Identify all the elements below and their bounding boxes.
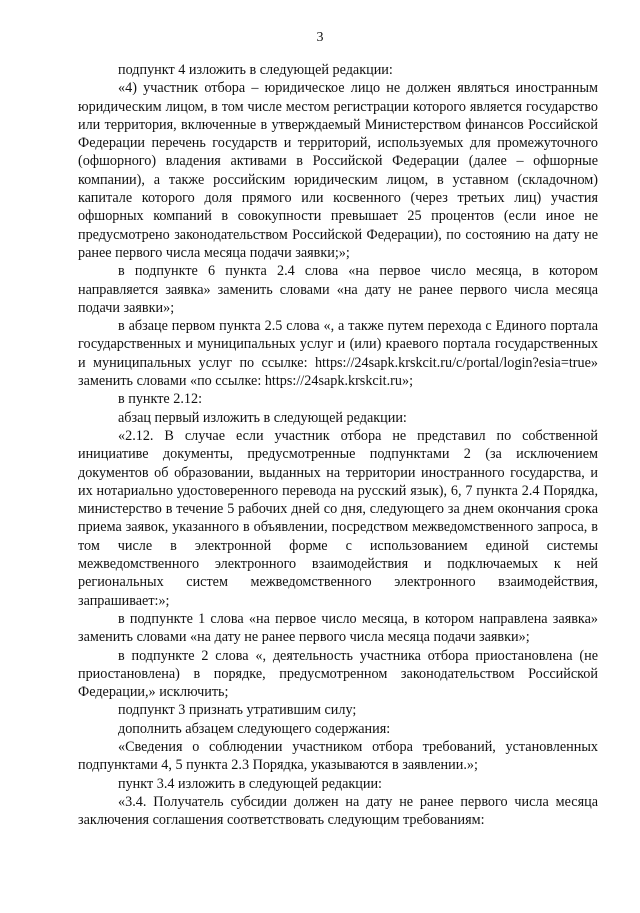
document-body: [78, 61, 598, 829]
paragraph: в абзаце первом пункта 2.5 слова «, а также путем перехода с Единого портала государственных и муниципальных услуг и (или) краевого портала государственных и муниципальных услуг по ссылке: https://24sapk.krskcit.ru/c/portal/login?esia=true» заменить словами «по ссылке: https://24sapk.krskcit.ru»;: [78, 318, 598, 390]
paragraph: в подпункте 2 слова «, деятельность участника отбора приостановлена (не приостановлена) в порядке, предусмотренном законодательством Российской Федерации,» исключить;: [78, 647, 598, 701]
page-number: 3: [316, 30, 324, 45]
paragraph: подпункт 3 признать утратившим силу;: [118, 702, 357, 719]
paragraph: в пункте 2.12:: [118, 391, 203, 408]
paragraph: абзац первый изложить в следующей редакции:: [118, 409, 407, 426]
paragraph: «3.4. Получатель субсидии должен на дату не ранее первого числа месяца заключения соглашения соответствовать следующим требованиям:: [78, 793, 598, 829]
paragraph: «4) участник отбора – юридическое лицо не должен являться иностранным юридическим лицом, в том числе местом регистрации которого является государство или территория, включенные в утверждаемый Министерством финансов Российской Федерации перечень государств и территорий, используемых для промежуточного (офшорного) владения активами в Российской Федерации (далее – офшорные компании), а также российским юридическим лицом, в уставном (складочном) капитале которого доля прямого или косвенного (через третьих лиц) участия офшорных компаний в совокупности превышает 25 процентов (если иное не предусмотрено законодательством Российской Федерации), по состоянию на дату не ранее первого числа месяца подачи заявки;»;: [78, 80, 598, 261]
paragraph: пункт 3.4 изложить в следующей редакции:: [118, 775, 382, 792]
paragraph: в подпункте 1 слова «на первое число месяца, в котором направлена заявка» заменить словами «на дату не ранее первого числа месяца подачи заявки»;: [78, 610, 598, 646]
paragraph: «2.12. В случае если участник отбора не представил по собственной инициативе документы, предусмотренные подпунктами 2 (за исключением документов об образовании, выданных на территории иностранного государства, и их нотариально удостоверенного перевода на русский язык), 6, 7 пункта 2.4 Порядка, министерство в течение 5 рабочих дней со дня, следующего за днем окончания срока приема заявок, указанного в объявлении, посредством межведомственного запроса, в том числе в электронной форме с использованием единой системы межведомственного электронного взаимодействия и подключаемых к ней региональных систем межведомственного электронного взаимодействия, запрашивает:»;: [78, 427, 598, 609]
paragraph: подпункт 4 изложить в следующей редакции:: [118, 62, 393, 78]
paragraph: дополнить абзацем следующего содержания:: [118, 720, 391, 737]
paragraph: в подпункте 6 пункта 2.4 слова «на первое число месяца, в котором направляется заявка» заменить словами «на дату не ранее первого числа месяца подачи заявки»;: [78, 263, 598, 316]
paragraph: «Сведения о соблюдении участником отбора требований, установленных подпунктами 4, 5 пункта 2.3 Порядка, указываются в заявлении.»;: [78, 738, 598, 774]
